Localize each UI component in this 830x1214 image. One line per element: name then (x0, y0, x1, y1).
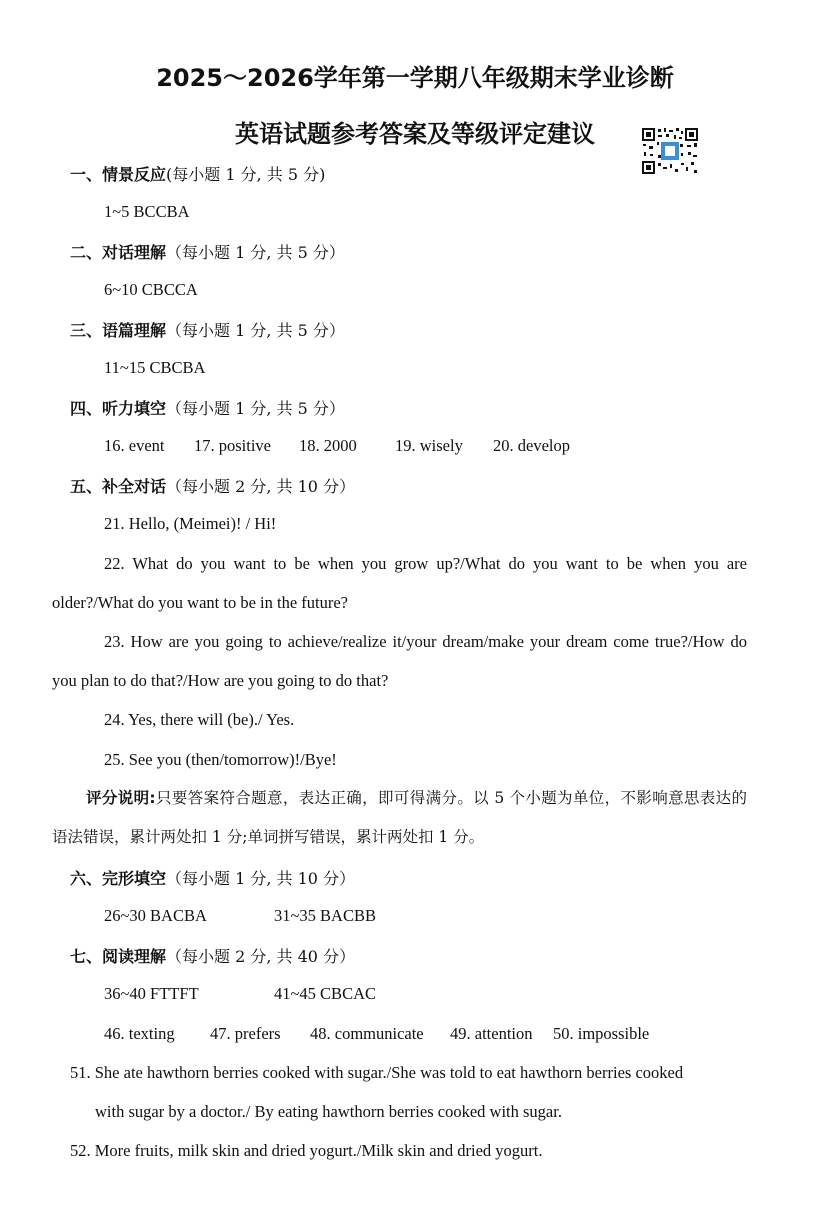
answer-47: 47. prefers (210, 1024, 281, 1043)
answer-16: 16. event (104, 436, 165, 455)
answer-41-45: 41~45 CBCAC (274, 984, 376, 1003)
answer-18: 18. 2000 (299, 436, 357, 455)
section-2-points: （每小题 1 分, 共 5 分） (166, 243, 345, 262)
section-4-title: 四、听力填空 (70, 399, 167, 418)
answer-25: 25. See you (then/tomorrow)!/Bye! (104, 750, 337, 769)
answer-51-line2: with sugar by a doctor./ By eating hawthorn berries cooked with sugar. (95, 1102, 562, 1121)
section-4-points: （每小题 1 分, 共 5 分） (166, 399, 345, 418)
answer-24: 24. Yes, there will (be)./ Yes. (104, 710, 295, 729)
section-1-title: 一、情景反应 (70, 165, 167, 184)
section-2-title: 二、对话理解 (70, 243, 167, 262)
section-7-heading (70, 944, 355, 967)
scoring-note-text: 只要答案符合题意，表达正确，即可得满分。以 5 个小题为单位，不影响意思表达的语法错误，累计两处扣 1 分;单词拼写错误，累计两处扣 1 分。 (52, 789, 748, 846)
answer-51-line1: 51. She ate hawthorn berries cooked with sugar./She was told to eat hawthorn berries cooked (70, 1063, 684, 1082)
section-2-answer: 6~10 CBCCA (104, 280, 198, 299)
answer-22: 22. What do you want to be when you grow up?/What do you want to be when you are older?/What do you want to be in the future? (52, 554, 747, 612)
answer-26-30: 26~30 BACBA (104, 906, 207, 925)
answer-23: 23. How are you going to achieve/realize it/your dream/make your dream come true?/How do you plan to do that?/How are you going to do that? (52, 632, 747, 690)
scoring-note-label: 评分说明: (86, 789, 156, 807)
answer-48: 48. communicate (310, 1024, 424, 1043)
section-1-heading (70, 162, 325, 185)
section-5-title: 五、补全对话 (70, 477, 167, 496)
section-3-title: 三、语篇理解 (70, 321, 167, 340)
section-1-points: (每小题 1 分, 共 5 分) (166, 165, 326, 184)
answer-52: 52. More fruits, milk skin and dried yogurt./Milk skin and dried yogurt. (70, 1141, 543, 1160)
section-6-title: 六、完形填空 (70, 869, 167, 888)
section-3-answer: 11~15 CBCBA (104, 358, 206, 377)
section-2-heading (70, 240, 345, 263)
answer-31-35: 31~35 BACBB (274, 906, 376, 925)
section-6-heading (70, 866, 355, 889)
answer-36-40: 36~40 FTTFT (104, 984, 199, 1003)
section-4-heading (70, 396, 345, 419)
section-1-answer: 1~5 BCCBA (104, 202, 190, 221)
scoring-note (52, 779, 747, 857)
section-7-title: 七、阅读理解 (70, 947, 167, 966)
answer-49: 49. attention (450, 1024, 533, 1043)
section-5-points: （每小题 2 分, 共 10 分） (166, 477, 356, 496)
section-3-heading (70, 318, 345, 341)
section-7-answers (104, 984, 376, 1004)
section-5-heading (70, 474, 355, 497)
section-3-points: （每小题 1 分, 共 5 分） (166, 321, 345, 340)
section-6-answers (104, 906, 376, 926)
answer-20: 20. develop (493, 436, 570, 455)
answer-46: 46. texting (104, 1024, 175, 1043)
answer-50: 50. impossible (553, 1024, 650, 1043)
word-answers (104, 1024, 649, 1044)
answer-21: 21. Hello, (Meimei)! / Hi! (104, 514, 277, 533)
document-title-line2: 英语试题参考答案及等级评定建议 (235, 120, 595, 148)
qr-code-icon[interactable] (641, 127, 699, 175)
document-title-line1: 2025～2026学年第一学期八年级期末学业诊断 (156, 64, 674, 92)
answer-17: 17. positive (194, 436, 271, 455)
answer-19: 19. wisely (395, 436, 463, 455)
qr-caption (641, 178, 711, 183)
section-4-answers (104, 436, 570, 456)
section-7-points: （每小题 2 分, 共 40 分） (166, 947, 356, 966)
section-6-points: （每小题 1 分, 共 10 分） (166, 869, 356, 888)
